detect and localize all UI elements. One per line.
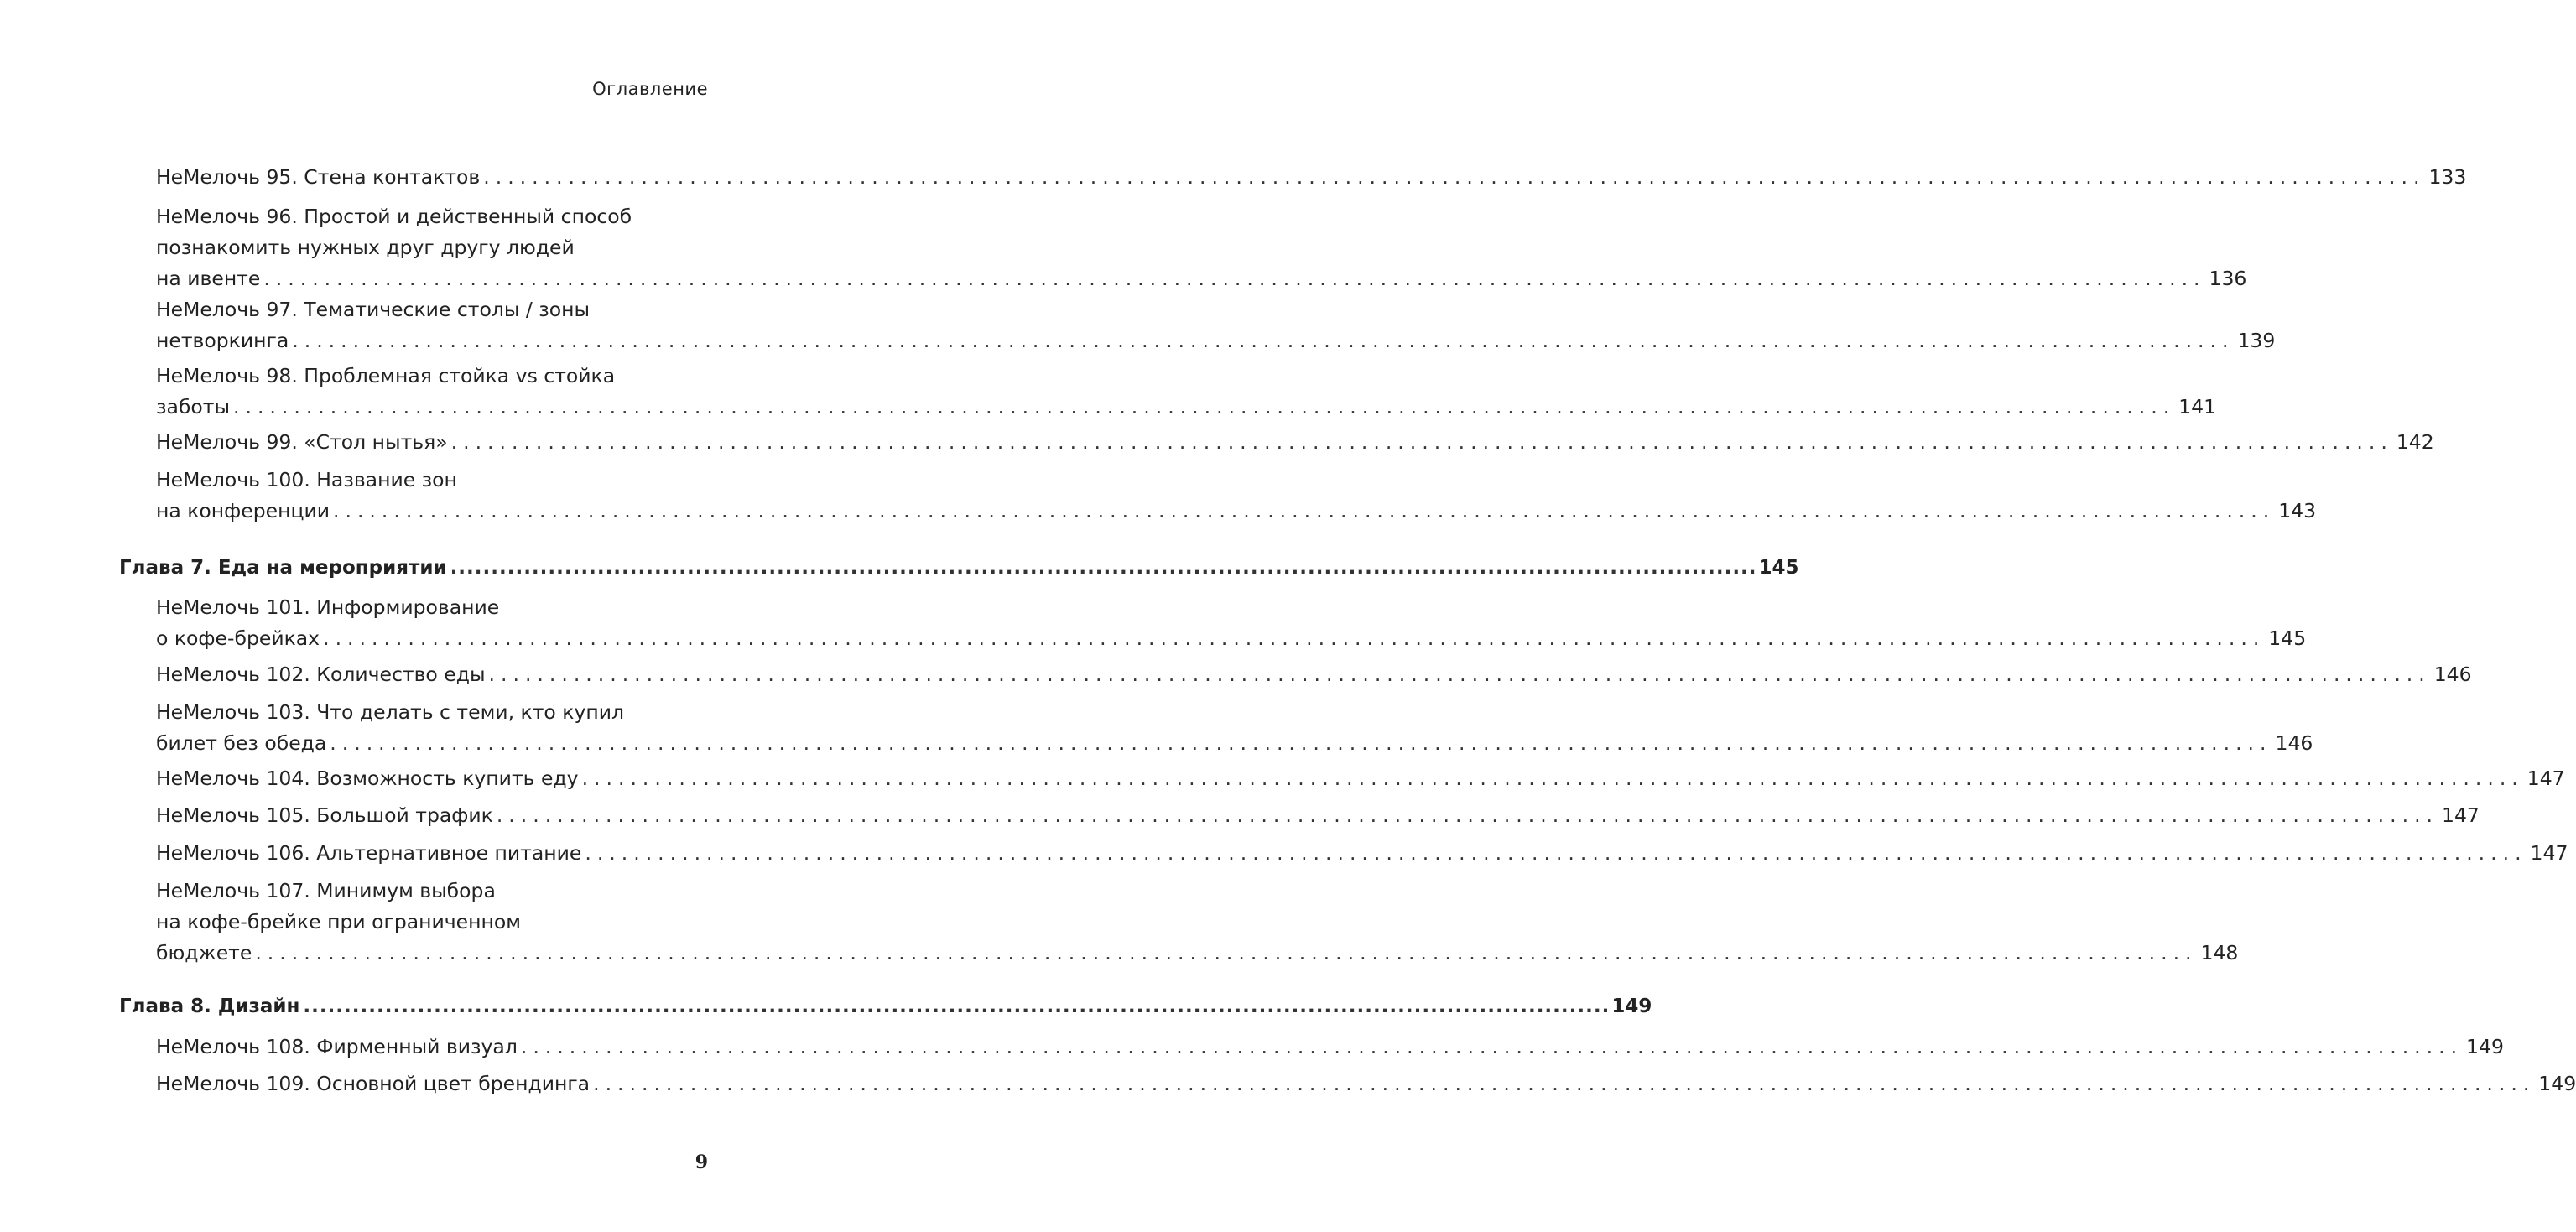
toc-page-number: 141	[2178, 395, 2217, 418]
toc-page-number: 145	[1758, 557, 1799, 579]
dot-leader: ................................................................................................................................................................	[303, 995, 1611, 1017]
toc-page-number: 147	[2527, 767, 2565, 790]
toc-entry-title-line: познакомить нужных друг другу людей	[156, 236, 575, 259]
toc-entry-title-line: НеМелочь 99. «Стол нытья»	[156, 430, 448, 454]
toc-entry[interactable]	[156, 427, 2434, 458]
toc-entry-title-line: билет без обеда	[156, 731, 327, 755]
toc-page-number: 149	[2466, 1035, 2504, 1058]
toc-chapter[interactable]	[119, 553, 1799, 584]
toc-page-number: 147	[2442, 803, 2480, 827]
toc-page-number: 149	[1611, 995, 1652, 1017]
dot-leader: ................................................................................................................................................................	[483, 165, 2426, 189]
toc-page-number: 139	[2237, 329, 2276, 352]
dot-leader: ................................................................................................................................................................	[488, 663, 2431, 686]
dot-leader: ................................................................................................................................................................	[255, 941, 2198, 964]
toc-entry-title-line: НеМелочь 107. Минимум выбора	[156, 879, 496, 902]
toc-entry[interactable]	[156, 697, 2313, 759]
toc-page-number: 133	[2428, 165, 2467, 189]
toc-entry-title-line: бюджете	[156, 941, 252, 964]
toc-page-number: 145	[2268, 626, 2307, 650]
toc-entry-title-line: НеМелочь 109. Основной цвет брендинга	[156, 1072, 591, 1095]
dot-leader: ................................................................................................................................................................	[292, 329, 2235, 352]
toc-entry[interactable]	[156, 1032, 2504, 1063]
toc-entry-title-line: заботы	[156, 395, 231, 418]
toc-entry-title-line: НеМелочь 100. Название зон	[156, 468, 457, 491]
dot-leader: ................................................................................................................................................................	[333, 499, 2276, 522]
toc-entry-title-line: НеМелочь 101. Информирование	[156, 595, 500, 619]
toc-entry-title-line: на ивенте	[156, 267, 261, 290]
toc-entry-title-line: Глава 7. Еда на мероприятии	[119, 557, 447, 579]
toc-page-number: 146	[2275, 731, 2313, 755]
toc-entry-title-line: НеМелочь 103. Что делать с теми, кто купил	[156, 700, 625, 724]
toc-page-number: 149	[2538, 1072, 2576, 1095]
toc-page-number: 146	[2433, 663, 2472, 686]
dot-leader: ................................................................................................................................................................	[581, 767, 2524, 790]
toc-page-number: 142	[2396, 430, 2434, 454]
toc-entry-title-line: НеМелочь 95. Стена контактов	[156, 165, 481, 189]
toc-entry-title-line: НеМелочь 108. Фирменный визуал	[156, 1035, 518, 1058]
toc-entry-title-line: НеМелочь 98. Проблемная стойка vs стойка	[156, 364, 616, 387]
dot-leader: ................................................................................................................................................................	[496, 803, 2439, 827]
toc-entry[interactable]	[156, 800, 2480, 831]
toc-page-number: 147	[2530, 841, 2568, 865]
toc-entry[interactable]	[156, 294, 2276, 356]
toc-entry[interactable]	[156, 1068, 2576, 1099]
toc-entry-title-line: НеМелочь 97. Тематические столы / зоны	[156, 298, 591, 321]
toc-entry[interactable]	[156, 465, 2317, 527]
toc-entry-title-line: о кофе-брейках	[156, 626, 320, 650]
toc-entry[interactable]	[156, 592, 2307, 654]
toc-entry[interactable]	[156, 838, 2568, 869]
toc-entry-title-line: на кофе-брейке при ограниченном	[156, 910, 521, 933]
running-title: Оглавление	[592, 79, 708, 99]
toc-entry-title-line: НеМелочь 102. Количество еды	[156, 663, 486, 686]
toc-entry-title-line: на конференции	[156, 499, 330, 522]
toc-entry-title-line: НеМелочь 96. Простой и действенный способ	[156, 205, 632, 228]
toc-entry[interactable]	[156, 763, 2565, 794]
toc-page-number: 143	[2278, 499, 2317, 522]
toc-page-number: 136	[2209, 267, 2247, 290]
toc-entry-title-line: НеМелочь 105. Большой трафик	[156, 803, 493, 827]
toc-entry-title-line: НеМелочь 104. Возможность купить еду	[156, 767, 579, 790]
toc-entry-title-line: нетворкинга	[156, 329, 289, 352]
dot-leader: ................................................................................................................................................................	[450, 557, 1757, 579]
toc-entry[interactable]	[156, 361, 2217, 423]
dot-leader: ................................................................................................................................................................	[233, 395, 2176, 418]
dot-leader: ................................................................................................................................................................	[585, 841, 2527, 865]
toc-entry[interactable]	[156, 201, 2247, 294]
dot-leader: ................................................................................................................................................................	[520, 1035, 2464, 1058]
dot-leader: ................................................................................................................................................................	[263, 267, 2206, 290]
toc-page-number: 148	[2200, 941, 2239, 964]
toc-chapter[interactable]	[119, 991, 1652, 1022]
dot-leader: ................................................................................................................................................................	[593, 1072, 2536, 1095]
toc-entry-title-line: Глава 8. Дизайн	[119, 995, 300, 1017]
dot-leader: ................................................................................................................................................................	[330, 731, 2272, 755]
toc-entry-title-line: НеМелочь 106. Альтернативное питание	[156, 841, 582, 865]
dot-leader: ................................................................................................................................................................	[450, 430, 2393, 454]
toc-entry[interactable]	[156, 162, 2467, 193]
toc-entry[interactable]	[156, 876, 2239, 969]
dot-leader: ................................................................................................................................................................	[323, 626, 2266, 650]
toc-entry[interactable]	[156, 659, 2472, 690]
page-number: 9	[695, 1151, 708, 1173]
